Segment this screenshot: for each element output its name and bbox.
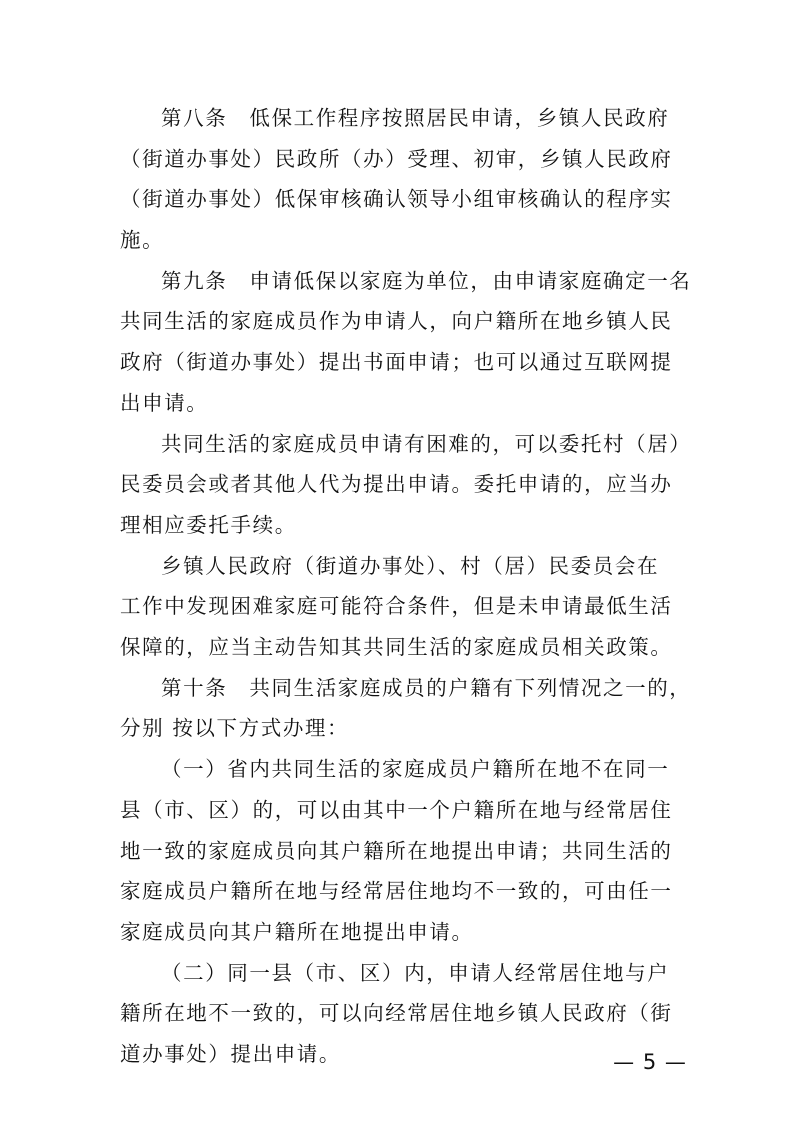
article-9-line-2: 共同生活的家庭成员作为申请人，向户籍所在地乡镇人民 xyxy=(120,309,673,334)
item-1-line-4: 家庭成员户籍所在地与经常居住地均不一致的，可由任一 xyxy=(120,879,673,904)
paragraph-delegate-line-3: 理相应委托手续。 xyxy=(120,512,297,537)
item-2-line-1: （二）同一县（市、区）内，申请人经常居住地与户 xyxy=(161,960,670,985)
article-9-line-3: 政府（街道办事处）提出书面申请；也可以通过互联网提 xyxy=(120,350,673,375)
article-10-line-2: 分别 按以下方式办理： xyxy=(120,716,350,741)
paragraph-delegate-line-2: 民委员会或者其他人代为提出申请。委托申请的，应当办 xyxy=(120,472,673,497)
paragraph-proactive-line-3: 保障的，应当主动告知其共同生活的家庭成员相关政策。 xyxy=(120,635,673,660)
item-1-line-2: 县（市、区）的，可以由其中一个户籍所在地与经常居住 xyxy=(120,797,673,822)
article-8-line-1: 第八条 低保工作程序按照居民申请，乡镇人民政府 xyxy=(161,106,670,130)
paragraph-proactive-line-2: 工作中发现困难家庭可能符合条件，但是未申请最低生活 xyxy=(120,594,673,619)
item-1-line-1: （一）省内共同生活的家庭成员户籍所在地不在同一 xyxy=(161,757,670,782)
article-9-line-1: 第九条 申请低保以家庭为单位，由申请家庭确定一名 xyxy=(161,268,692,293)
article-8-line-4: 施。 xyxy=(120,228,165,253)
article-8-line-3: （街道办事处）低保审核确认领导小组审核确认的程序实 xyxy=(120,187,673,212)
paragraph-proactive-line-1: 乡镇人民政府（街道办事处）、村（居）民委员会在 xyxy=(161,553,660,578)
item-1-line-5: 家庭成员向其户籍所在地提出申请。 xyxy=(120,919,474,944)
paragraph-delegate-line-1: 共同生活的家庭成员申请有困难的，可以委托村（居） xyxy=(161,431,692,456)
article-9-line-4: 出申请。 xyxy=(120,390,209,415)
item-1-line-3: 地一致的家庭成员向其户籍所在地提出申请；共同生活的 xyxy=(120,838,673,863)
page-number: — 5 — xyxy=(613,1050,687,1074)
item-2-line-2: 籍所在地不一致的，可以向经常居住地乡镇人民政府（街 xyxy=(120,1001,673,1026)
item-2-line-3: 道办事处）提出申请。 xyxy=(120,1042,341,1067)
article-10-line-1: 第十条 共同生活家庭成员的户籍有下列情况之一的， xyxy=(161,675,692,700)
article-8-line-2: （街道办事处）民政所（办）受理、初审，乡镇人民政府 xyxy=(120,146,673,171)
